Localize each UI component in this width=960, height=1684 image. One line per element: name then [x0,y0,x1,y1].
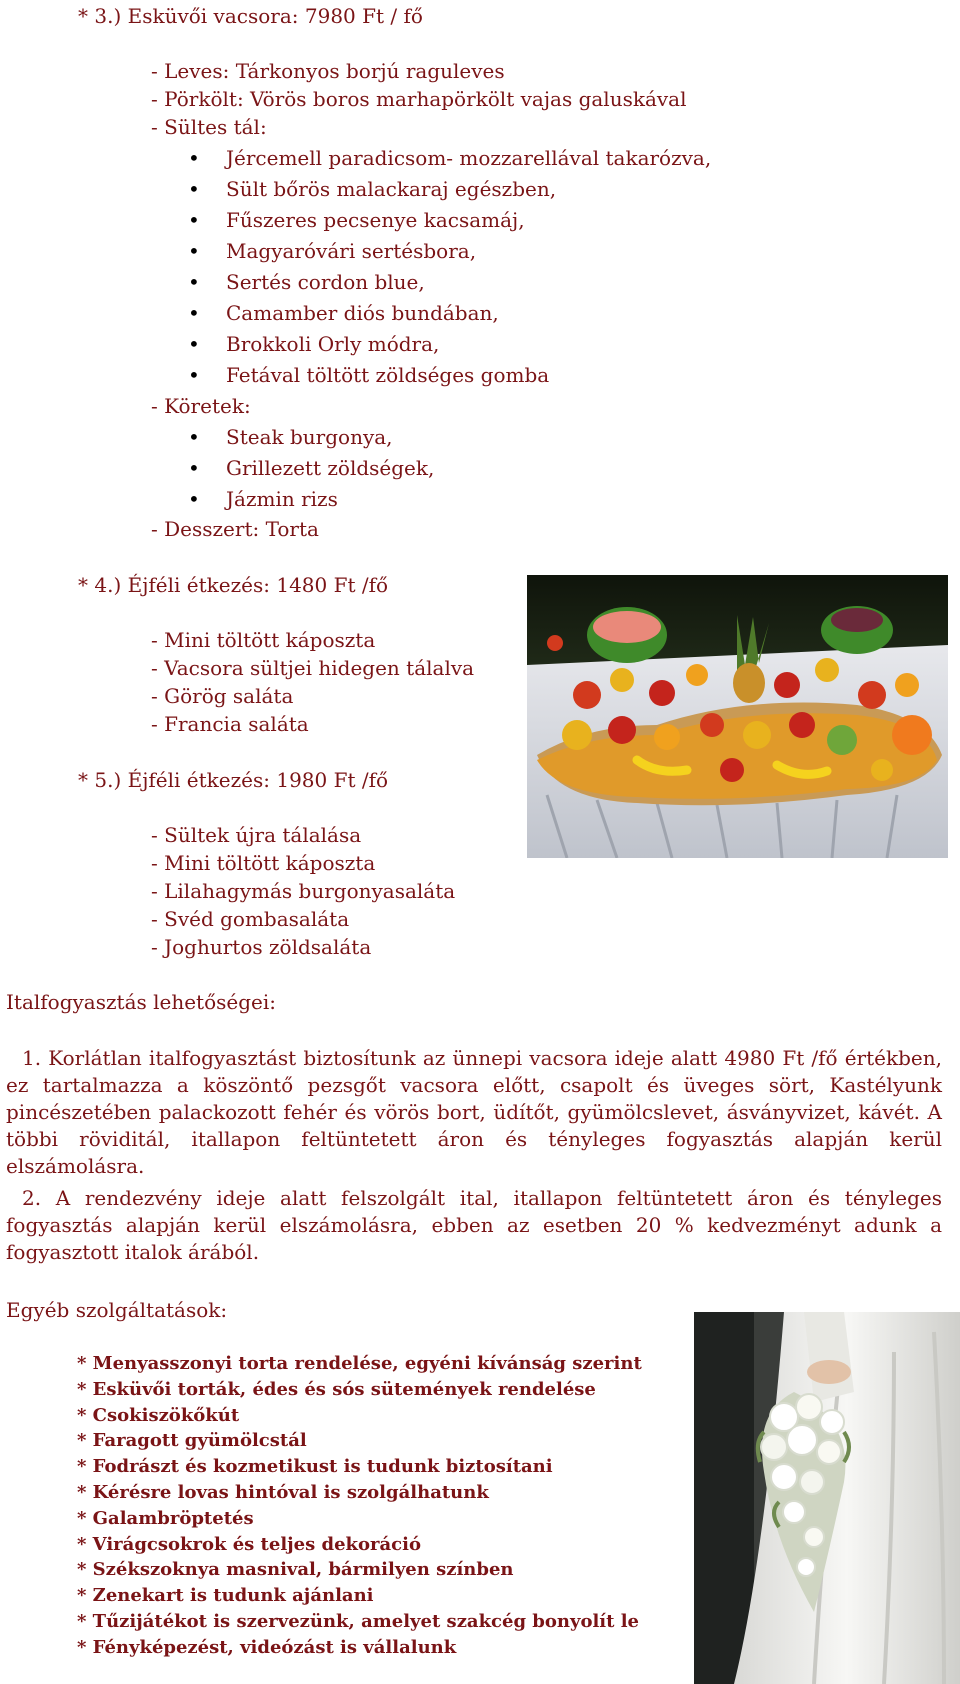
bullet-icon: • [188,425,200,449]
list-item: • Steak burgonya, [188,425,393,449]
bullet-icon: • [188,332,200,356]
list-item: • Fetával töltött zöldséges gomba [188,363,550,387]
menu4-title: * 4.) Éjféli étkezés: 1480 Ft /fő [78,573,389,597]
menu3-sides: - Köretek: [151,394,251,418]
services-heading: Egyéb szolgáltatások: [6,1298,228,1322]
list-item: - Francia saláta [151,712,309,736]
menu3-dessert: - Desszert: Torta [151,517,319,541]
menu5-title: * 5.) Éjféli étkezés: 1980 Ft /fő [78,768,389,792]
list-item: - Mini töltött káposzta [151,851,376,875]
drinks-heading: Italfogyasztás lehetőségei: [6,990,277,1014]
list-item: • Brokkoli Orly módra, [188,332,440,356]
drinks-paragraph-2: 2. A rendezvény ideje alatt felszolgált ital, itallapon feltüntetett áron és tényleges fogyasztás alapján kerül elszámolásra, ebben az esetben 20 % kedvezményt adunk a fogyasztott italok árából. [6,1186,942,1264]
fruit-platter-image [527,575,948,858]
bullet-icon: • [188,239,200,263]
list-item: • Camamber diós bundában, [188,301,499,325]
bouquet-image [694,1312,960,1684]
list-item: • Jércemell paradicsom- mozzarellával takarózva, [188,146,712,170]
list-item: * Tűzijátékot is szervezünk, amelyet szakcég bonyolít le [77,1610,639,1632]
list-item: - Sültek újra tálalása [151,823,362,847]
list-item: * Virágcsokrok és teljes dekoráció [77,1533,421,1555]
list-item: * Fodrászt és kozmetikust is tudunk biztosítani [77,1456,553,1478]
list-item: * Faragott gyümölcstál [77,1430,307,1452]
list-item: * Kérésre lovas hintóval is szolgálhatunk [77,1481,489,1503]
list-item: • Magyaróvári sertésbora, [188,239,477,263]
fruit-table-photo [527,575,948,858]
list-item: - Svéd gombasaláta [151,907,350,931]
list-item: * Menyasszonyi torta rendelése, egyéni kívánság szerint [77,1353,642,1374]
bullet-icon: • [188,301,200,325]
menu3-title: * 3.) Esküvői vacsora: 7980 Ft / fő [78,4,423,28]
list-item: • Sertés cordon blue, [188,270,425,294]
list-item: * Fényképezést, videózást is vállalunk [77,1636,457,1658]
list-item: - Mini töltött káposzta [151,628,376,652]
bride-bouquet-photo [694,1312,960,1684]
bullet-icon: • [188,456,200,480]
bullet-icon: • [188,177,200,201]
menu3-stew: - Pörkölt: Vörös boros marhapörkölt vajas galuskával [151,87,687,111]
list-item: * Csokiszökőkút [77,1404,240,1426]
bullet-icon: • [188,208,200,232]
bullet-icon: • [188,363,200,387]
services-list [77,1351,642,1661]
list-item: - Görög saláta [151,684,294,708]
list-item: • Sült bőrös malackaraj egészben, [188,177,557,201]
drinks-paragraph-1: 1. Korlátlan italfogyasztást biztosítunk az ünnepi vacsora ideje alatt 4980 Ft /fő értékben, ez tartalmazza a köszöntő pezsgőt vacsora előtt, csapolt és üveges sört, Kastélyunk pincészetében palackozott fehér és vörös bort, üdítőt, gyümölcslevet, ásványvizet, kávét. A többi röviditál, itallapon feltüntetett áron és tényleges fogyasztás alapján kerül elszámolásra. [6,1046,942,1178]
bullet-icon: • [188,487,200,511]
list-item: * Zenekart is tudunk ajánlani [77,1585,374,1607]
menu3-platter: - Sültes tál: [151,115,267,139]
list-item: - Joghurtos zöldsaláta [151,935,372,959]
list-item: • Grillezett zöldségek, [188,456,435,480]
list-item: * Galambröptetés [77,1507,254,1529]
list-item: • Fűszeres pecsenye kacsamáj, [188,208,525,232]
list-item: - Vacsora sültjei hidegen tálalva [151,656,475,680]
bullet-icon: • [188,270,200,294]
bullet-icon: • [188,146,200,170]
list-item: - Lilahagymás burgonyasaláta [151,879,456,903]
menu3-soup: - Leves: Tárkonyos borjú raguleves [151,59,505,83]
list-item: * Esküvői torták, édes és sós sütemények rendelése [77,1378,596,1400]
list-item: * Székszoknya masnival, bármilyen színben [77,1559,514,1581]
list-item: • Jázmin rizs [188,487,338,511]
